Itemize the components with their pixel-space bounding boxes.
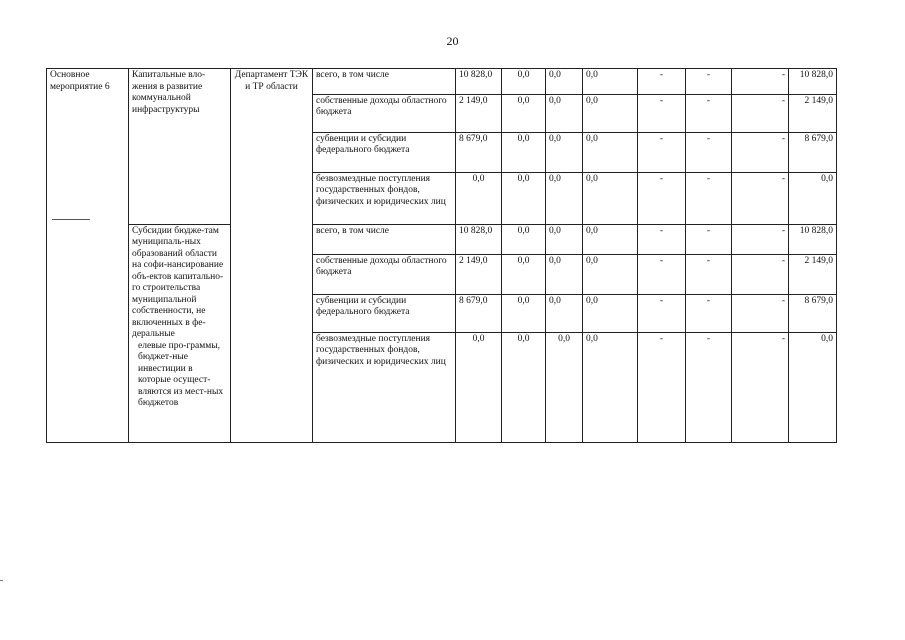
value-cell: -: [686, 332, 732, 442]
table-row: [47, 224, 837, 254]
value-cell: 8 679,0: [456, 132, 502, 172]
value-cell: -: [638, 94, 686, 132]
total-cell: 10 828,0: [789, 69, 837, 95]
value-cell: -: [732, 132, 789, 172]
value-cell: 0,0: [456, 172, 502, 224]
total-cell: 0,0: [789, 172, 837, 224]
value-cell: -: [686, 224, 732, 254]
value-cell: -: [732, 224, 789, 254]
value-cell: 0,0: [502, 332, 546, 442]
value-cell: -: [638, 69, 686, 95]
value-cell: -: [686, 254, 732, 294]
value-cell: -: [686, 94, 732, 132]
value-cell: 0,0: [546, 132, 583, 172]
subsidy-name-part2: елевые про-граммы, бюджет-ные инвестиции в которые осущест-вляются из мест-ных бюджетов: [138, 340, 224, 408]
value-cell: -: [732, 332, 789, 442]
value-cell: -: [732, 294, 789, 332]
value-cell: 0,0: [502, 224, 546, 254]
value-cell: -: [638, 332, 686, 442]
value-cell: 0,0: [583, 94, 638, 132]
source-cell: собственные доходы областного бюджета: [313, 254, 456, 294]
value-cell: 0,0: [546, 69, 583, 95]
page-number: 20: [446, 34, 459, 48]
source-cell: всего, в том числе: [313, 69, 456, 95]
source-cell: безвозмездные поступления государственных фондов, физических и юридических лиц: [313, 172, 456, 224]
budget-table: [46, 68, 837, 443]
value-cell: -: [638, 254, 686, 294]
table-row: [47, 69, 837, 95]
value-cell: -: [732, 69, 789, 95]
value-cell: 0,0: [583, 224, 638, 254]
value-cell: 0,0: [583, 332, 638, 442]
value-cell: 0,0: [546, 224, 583, 254]
total-cell: 8 679,0: [789, 132, 837, 172]
value-cell: 0,0: [546, 172, 583, 224]
value-cell: 10 828,0: [456, 69, 502, 95]
subsidy-name-part1: Субсидии бюдже-там муниципаль-ных образований области на софи-нансирование объ-ектов капитально-го строительства муниципальной собственности, не включенных в фе-деральные: [132, 225, 224, 339]
value-cell: 0,0: [502, 94, 546, 132]
divider: [52, 219, 90, 220]
value-cell: 0,0: [502, 254, 546, 294]
value-cell: 0,0: [502, 132, 546, 172]
subsidy-name: [129, 224, 231, 442]
value-cell: -: [638, 172, 686, 224]
value-cell: 0,0: [546, 94, 583, 132]
value-cell: 0,0: [546, 254, 583, 294]
value-cell: -: [732, 94, 789, 132]
value-cell: 0,0: [502, 294, 546, 332]
total-cell: 2 149,0: [789, 254, 837, 294]
total-cell: 8 679,0: [789, 294, 837, 332]
value-cell: -: [686, 294, 732, 332]
total-cell: 0,0: [789, 332, 837, 442]
executor: Департамент ТЭК и ТР области: [231, 69, 313, 443]
value-cell: -: [686, 69, 732, 95]
value-cell: -: [686, 172, 732, 224]
value-cell: 2 149,0: [456, 254, 502, 294]
value-cell: 0,0: [583, 69, 638, 95]
value-cell: 8 679,0: [456, 294, 502, 332]
source-cell: безвозмездные поступления государственных фондов, физических и юридических лиц: [313, 332, 456, 442]
value-cell: -: [638, 224, 686, 254]
value-cell: 10 828,0: [456, 224, 502, 254]
value-cell: 0,0: [502, 69, 546, 95]
value-cell: 0,0: [456, 332, 502, 442]
value-cell: 0,0: [546, 332, 583, 442]
source-cell: субвенции и субсидии федерального бюджета: [313, 294, 456, 332]
source-cell: собственные доходы областного бюджета: [313, 94, 456, 132]
measure-name: Капитальные вло-жения в развитие коммунальной инфраструктуры: [129, 69, 231, 225]
source-cell: субвенции и субсидии федерального бюджета: [313, 132, 456, 172]
source-cell: всего, в том числе: [313, 224, 456, 254]
total-cell: 2 149,0: [789, 94, 837, 132]
value-cell: -: [686, 132, 732, 172]
scan-mark: [0, 580, 3, 581]
value-cell: -: [638, 132, 686, 172]
total-cell: 10 828,0: [789, 224, 837, 254]
value-cell: 0,0: [502, 172, 546, 224]
value-cell: -: [638, 294, 686, 332]
value-cell: 0,0: [583, 254, 638, 294]
value-cell: -: [732, 254, 789, 294]
value-cell: -: [732, 172, 789, 224]
measure-label: Основное мероприятие 6: [47, 69, 129, 95]
value-cell: 0,0: [583, 172, 638, 224]
value-cell: 2 149,0: [456, 94, 502, 132]
value-cell: 0,0: [583, 294, 638, 332]
value-cell: 0,0: [546, 294, 583, 332]
value-cell: 0,0: [583, 132, 638, 172]
